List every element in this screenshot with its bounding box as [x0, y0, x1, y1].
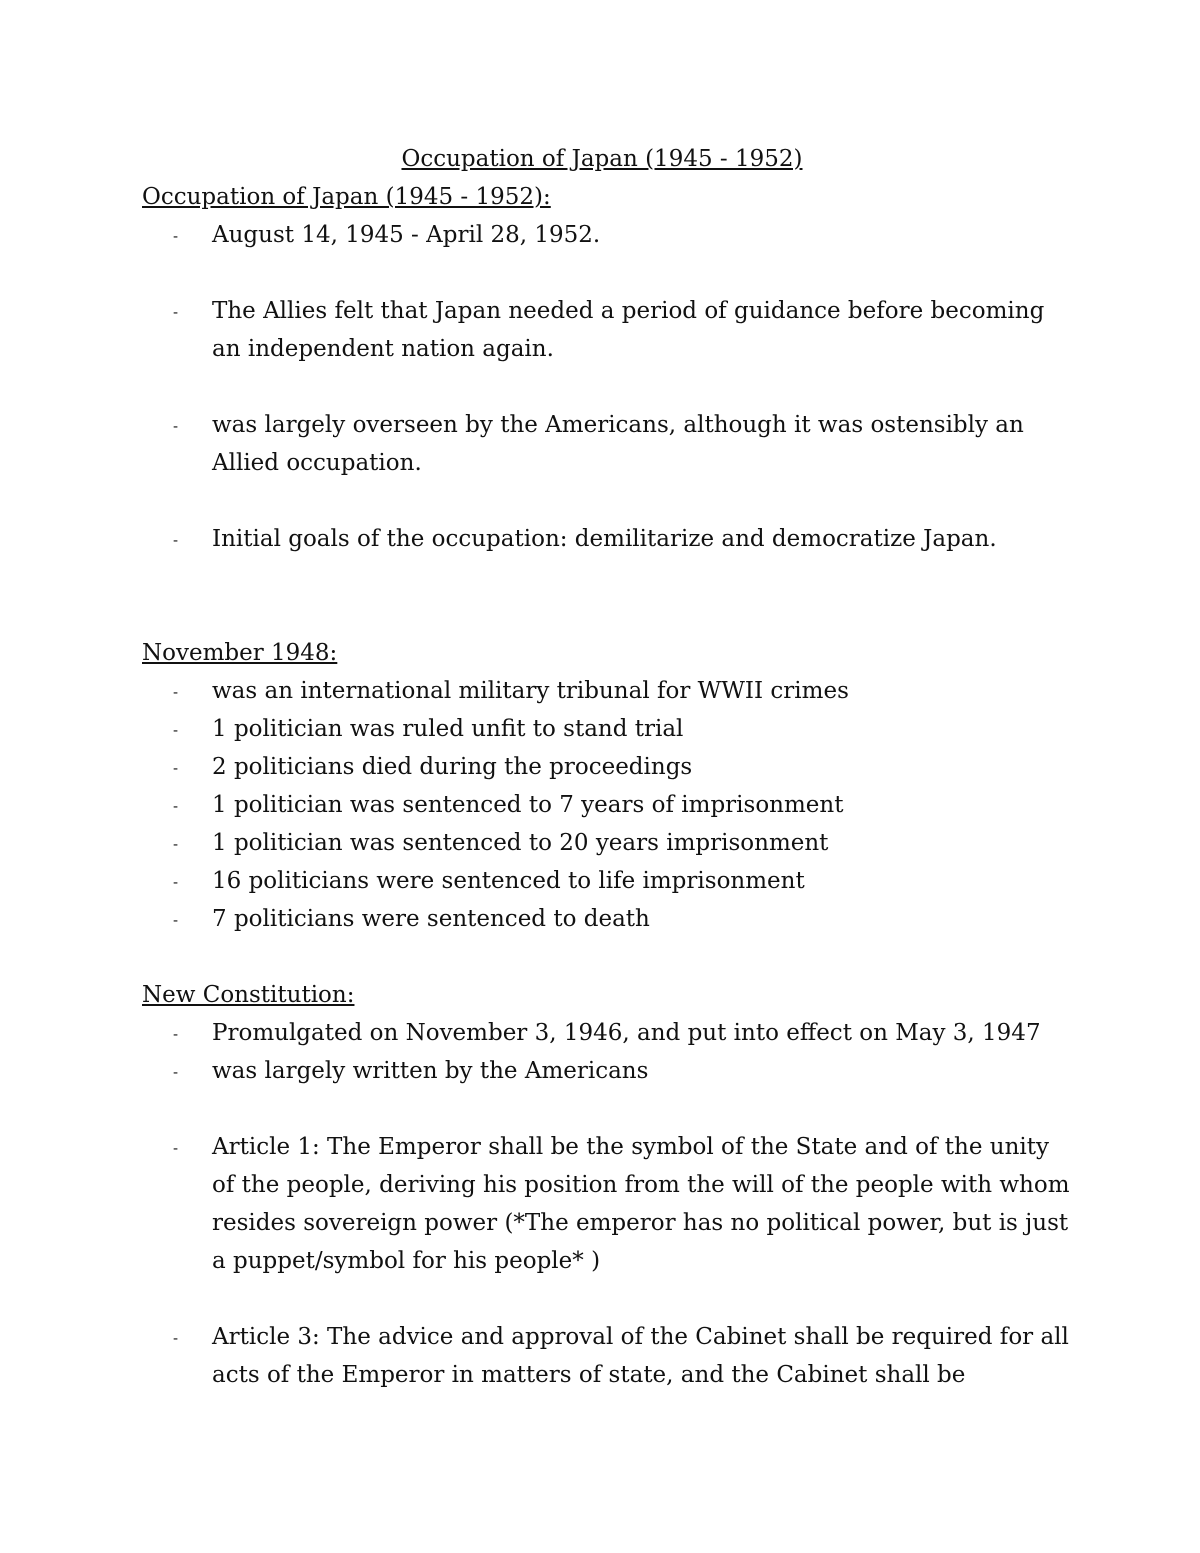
bullet-marker: - [173, 683, 179, 701]
list-item-text: was largely overseen by the Americans, although it was ostensibly an Allied occupation. [212, 412, 1024, 476]
bullet-marker: - [173, 531, 179, 549]
list-item-text: Article 1: The Emperor shall be the symbol of the State and of the unity of the people, deriving his position from the will of the people with whom resides sovereign power (*The emperor has no political power, but is just a puppet/symbol for his people* ) [212, 1134, 1070, 1274]
list-item [142, 748, 1072, 786]
bullet-marker: - [173, 1329, 179, 1347]
list-item [142, 216, 1072, 254]
list-item-text: 1 politician was sentenced to 7 years of imprisonment [212, 792, 844, 818]
bullet-marker: - [173, 873, 179, 891]
occupation-bullet-list [142, 406, 1072, 482]
bullet-marker: - [173, 1025, 179, 1043]
list-item [142, 1014, 1072, 1052]
list-item-text: Article 3: The advice and approval of the Cabinet shall be required for all acts of the Emperor in matters of state, and the Cabinet shall be [212, 1324, 1069, 1388]
bullet-marker: - [173, 911, 179, 929]
spacer [142, 1090, 1072, 1128]
list-item-text: 2 politicians died during the proceedings [212, 754, 693, 780]
spacer [142, 254, 1072, 292]
list-item-text: The Allies felt that Japan needed a period of guidance before becoming an independent nation again. [212, 298, 1045, 362]
list-item [142, 1128, 1072, 1280]
section-heading-new-constitution: New Constitution: [142, 982, 355, 1008]
bullet-marker: - [173, 1063, 179, 1081]
spacer [142, 558, 1072, 634]
document-body [142, 140, 1072, 1394]
bullet-marker: - [173, 417, 179, 435]
occupation-bullet-list [142, 520, 1072, 558]
section-heading-occupation: Occupation of Japan (1945 - 1952): [142, 184, 551, 210]
list-item [142, 786, 1072, 824]
list-item [142, 520, 1072, 558]
list-item [142, 862, 1072, 900]
spacer [142, 938, 1072, 976]
bullet-marker: - [173, 303, 179, 321]
list-item [142, 406, 1072, 482]
bullet-marker: - [173, 759, 179, 777]
list-item [142, 900, 1072, 938]
list-item-text: 1 politician was sentenced to 20 years imprisonment [212, 830, 829, 856]
bullet-marker: - [173, 721, 179, 739]
list-item-text: Initial goals of the occupation: demilitarize and democratize Japan. [212, 526, 997, 552]
bullet-marker: - [173, 835, 179, 853]
bullet-marker: - [173, 1139, 179, 1157]
list-item [142, 1318, 1072, 1394]
list-item-text: 16 politicians were sentenced to life imprisonment [212, 868, 805, 894]
bullet-marker: - [173, 797, 179, 815]
occupation-bullet-list [142, 292, 1072, 368]
list-item [142, 710, 1072, 748]
list-item-text: Promulgated on November 3, 1946, and put into effect on May 3, 1947 [212, 1020, 1041, 1046]
bullet-marker: - [173, 227, 179, 245]
spacer [142, 1280, 1072, 1318]
list-item [142, 292, 1072, 368]
list-item [142, 1052, 1072, 1090]
occupation-bullet-list [142, 216, 1072, 254]
list-item [142, 824, 1072, 862]
section-heading-november-1948: November 1948: [142, 640, 338, 666]
list-item-text: was largely written by the Americans [212, 1058, 649, 1084]
spacer [142, 482, 1072, 520]
constitution-bullet-list [142, 1014, 1072, 1090]
constitution-bullet-list [142, 1318, 1072, 1394]
spacer [142, 368, 1072, 406]
list-item [142, 672, 1072, 710]
constitution-bullet-list [142, 1128, 1072, 1280]
list-item-text: August 14, 1945 - April 28, 1952. [212, 222, 601, 248]
document-title: Occupation of Japan (1945 - 1952) [401, 146, 803, 172]
list-item-text: 7 politicians were sentenced to death [212, 906, 650, 932]
list-item-text: was an international military tribunal for WWII crimes [212, 678, 849, 704]
tribunal-bullet-list [142, 672, 1072, 938]
list-item-text: 1 politician was ruled unfit to stand trial [212, 716, 684, 742]
